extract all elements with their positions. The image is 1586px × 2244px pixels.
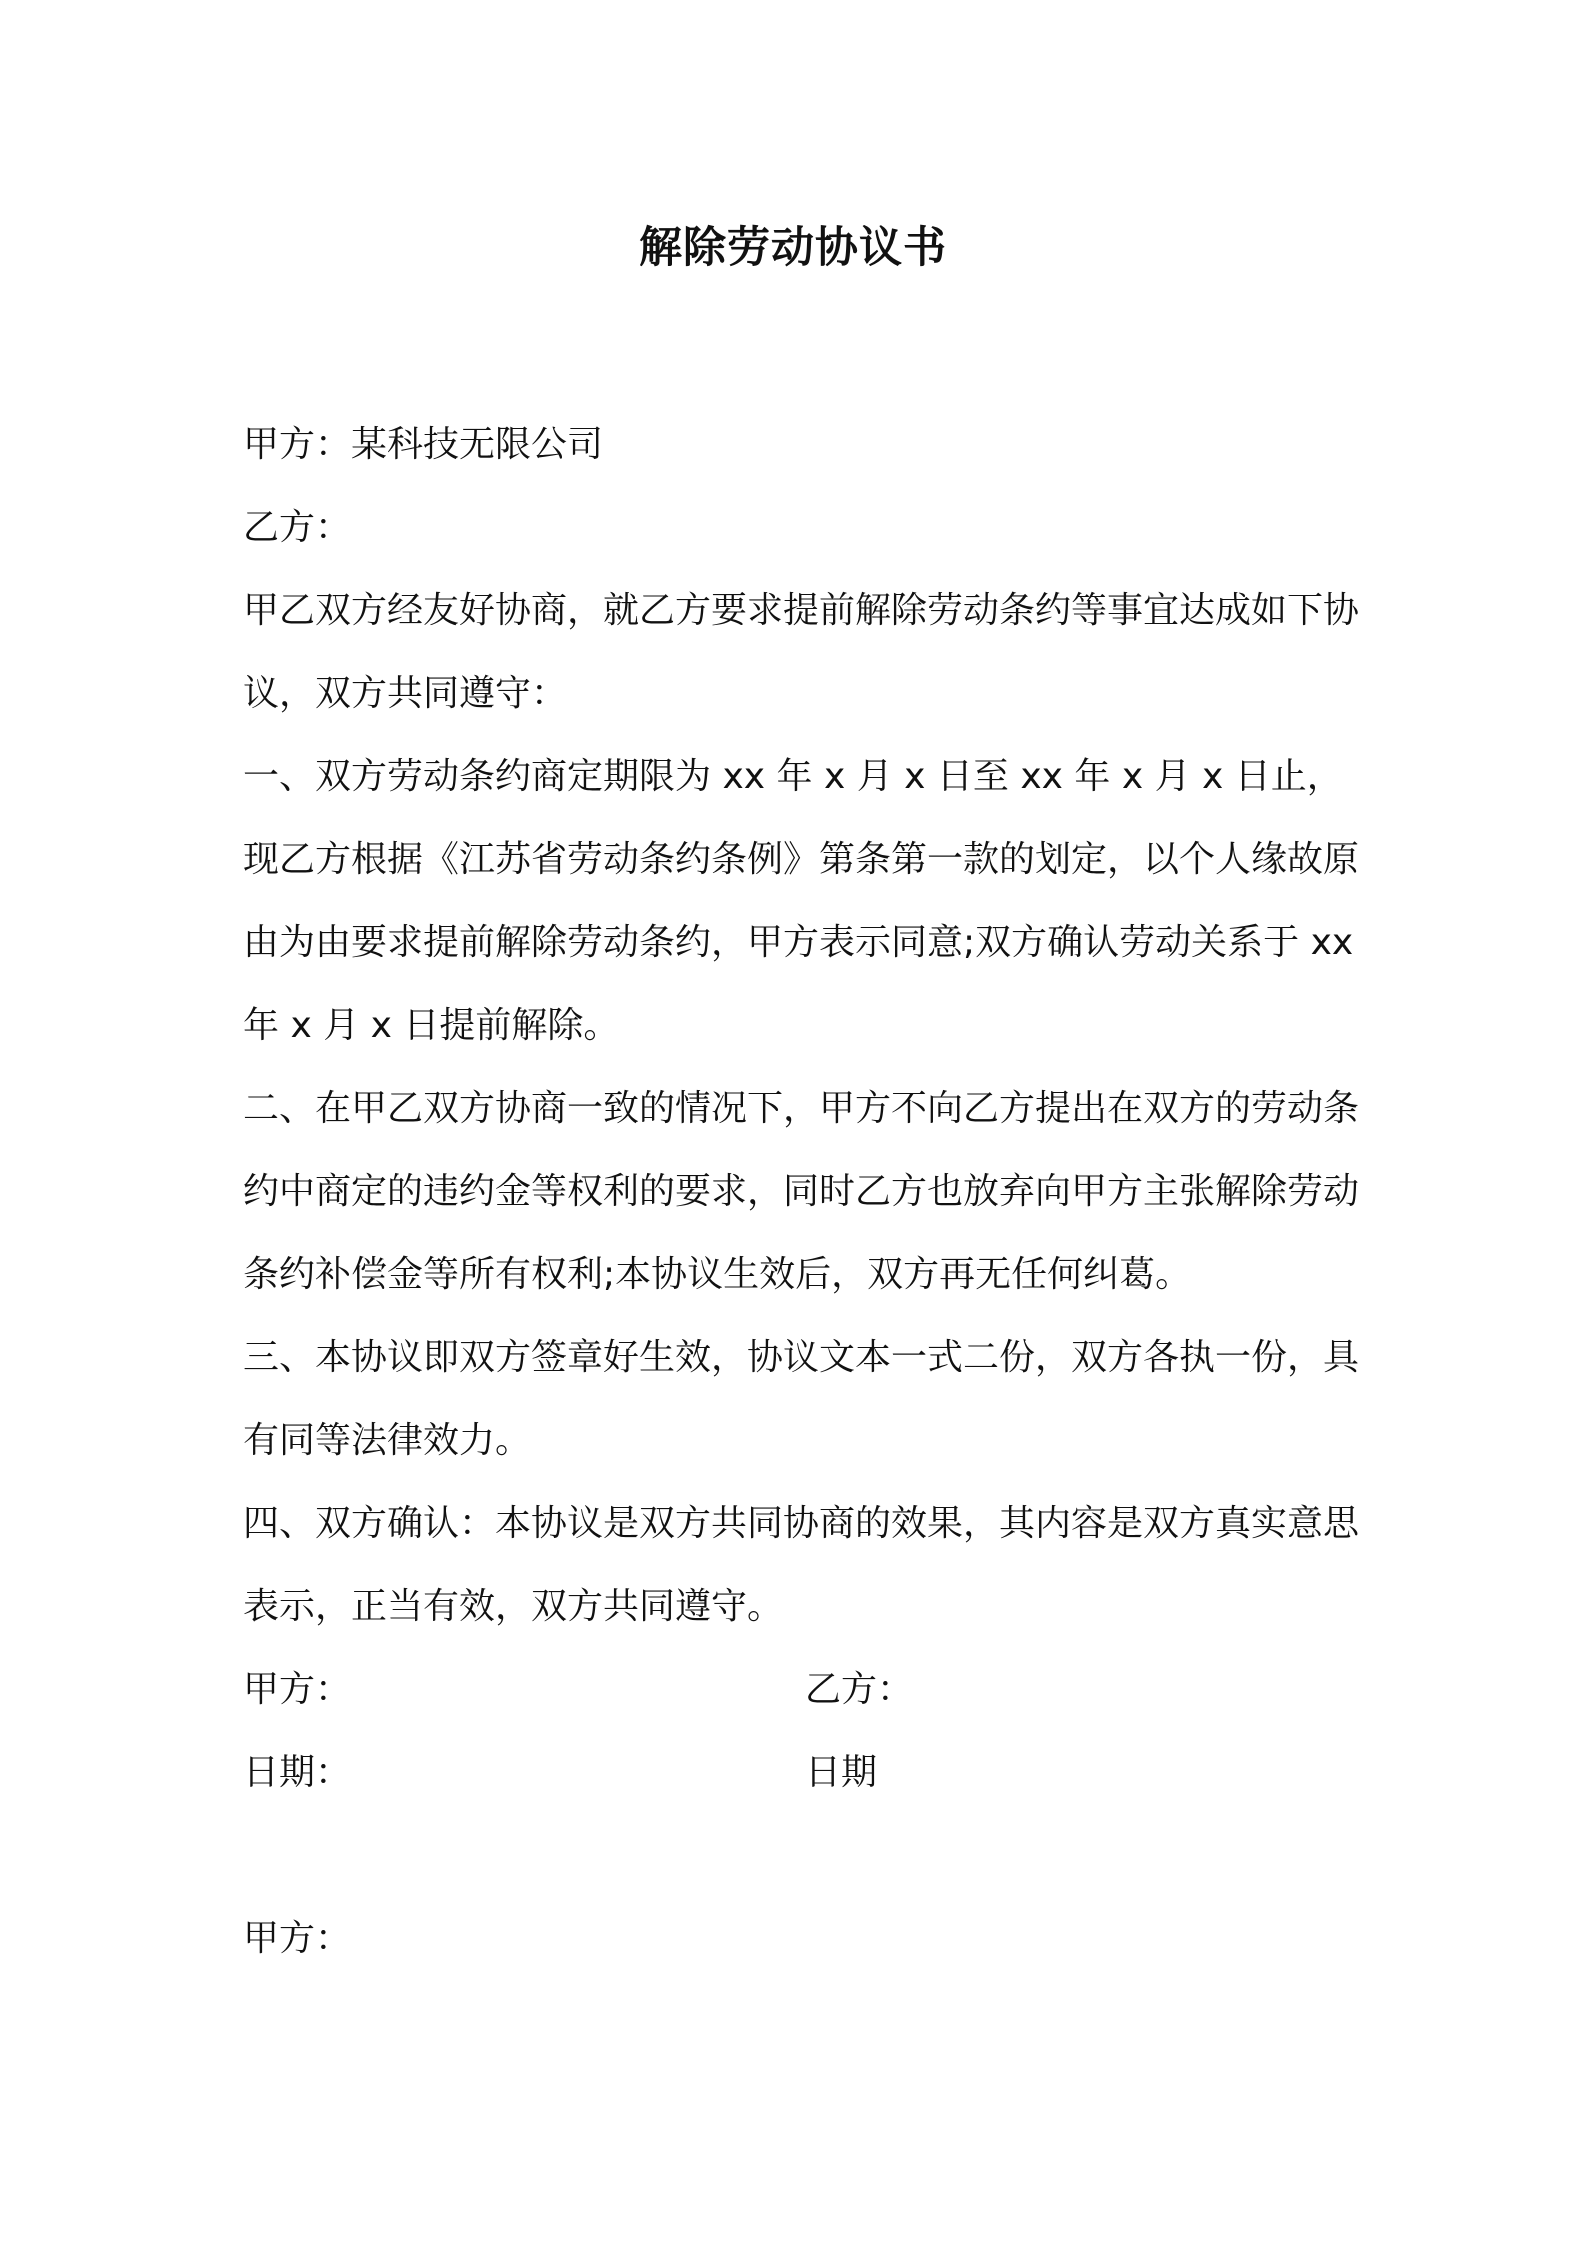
signature-row-dates	[243, 1731, 1363, 1814]
intro-paragraph: 甲乙双方经友好协商，就乙方要求提前解除劳动条约等事宜达成如下协议，双方共同遵守：	[243, 590, 1360, 714]
signature-date-a-label: 日期：	[243, 1752, 352, 1793]
clause-two: 二、在甲乙双方协商一致的情况下，甲方不向乙方提出在双方的劳动条约中商定的违约金等权利的要求，同时乙方也放弃向甲方主张解除劳动条约补偿金等所有权利;本协议生效后，双方再无任何纠葛。	[243, 1088, 1360, 1295]
clause-four: 四、双方确认：本协议是双方共同协商的效果，其内容是双方真实意思表示，正当有效，双方共同遵守。	[243, 1503, 1360, 1627]
signature-party-a-label: 甲方：	[243, 1669, 352, 1710]
party-a-line: 甲方：某科技无限公司	[243, 424, 604, 465]
clause-three: 三、本协议即双方签章好生效，协议文本一式二份，双方各执一份，具有同等法律效力。	[243, 1337, 1360, 1461]
footer-party-a-label: 甲方：	[243, 1918, 352, 1959]
signature-date-b-label: 日期	[805, 1752, 878, 1793]
signature-party-b-label: 乙方：	[805, 1669, 914, 1710]
blank-spacer	[243, 1814, 1363, 1897]
document-body	[243, 403, 1363, 1980]
party-b-line: 乙方：	[243, 507, 352, 548]
signature-row-parties	[243, 1648, 1363, 1731]
document-title: 解除劳动协议书	[639, 223, 947, 273]
clause-one: 一、双方劳动条约商定期限为 xx 年 x 月 x 日至 xx 年 x 月 x 日止，现乙方根据《江苏省劳动条约条例》第条第一款的划定，以个人缘故原由为由要求提前解除劳动条约，甲方表示同意;双方确认劳动关系于 xx 年 x 月 x 日提前解除。	[243, 756, 1360, 1046]
